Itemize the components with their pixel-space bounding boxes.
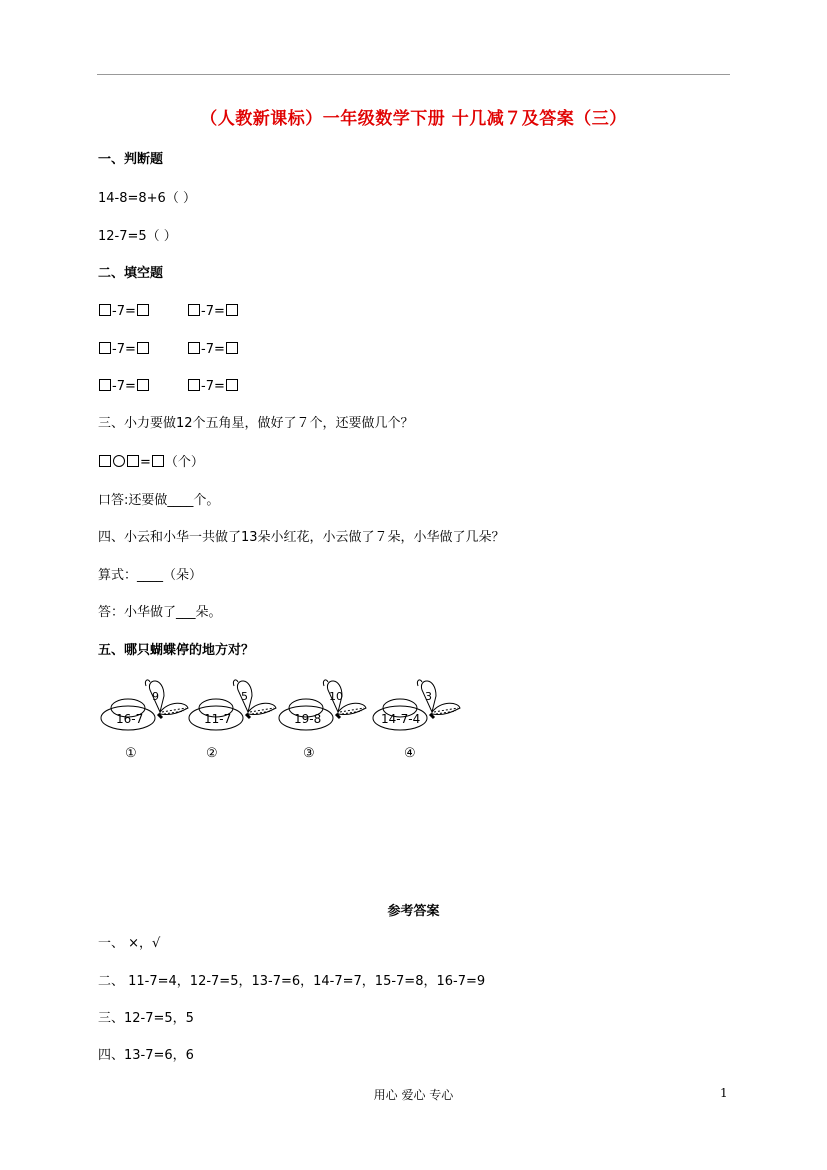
page-number: 1 — [720, 1086, 728, 1100]
blank-box — [127, 455, 139, 467]
page-title: （人教新课标）一年级数学下册 十几减７及答案（三） — [200, 109, 627, 129]
blank-box — [188, 379, 200, 391]
blank-box — [188, 342, 200, 354]
butterfly-label-1: ① — [125, 746, 137, 761]
blank-box — [188, 304, 200, 316]
blank-op: -7= — [201, 304, 225, 319]
answer-4: 四、13-7=6，6 — [98, 1048, 194, 1063]
answer-1: 一、 ×，√ — [98, 936, 161, 951]
flower-expression: 14-7-4 — [381, 712, 421, 726]
butterfly-label-3: ③ — [303, 746, 315, 761]
butterfly-on-flower-3 — [278, 678, 368, 738]
operator-circle — [113, 455, 125, 467]
butterfly-label-2: ② — [206, 746, 218, 761]
answer-2: 二、 11-7=4，12-7=5，13-7=6，14-7=7，15-7=8，16-7=9 — [98, 974, 486, 989]
flower-expression: 19-8 — [294, 712, 322, 726]
blank-op: -7= — [112, 304, 136, 319]
flower-expression: 11-7 — [204, 712, 232, 726]
blank-box — [137, 304, 149, 316]
butterfly-label-4: ④ — [404, 746, 416, 761]
wing-number: 5 — [241, 690, 248, 703]
butterfly-on-flower-2 — [188, 678, 278, 738]
answer-3: 三、12-7=5，5 — [98, 1011, 194, 1026]
equation-unit: （个） — [164, 455, 204, 470]
blank-box — [99, 304, 111, 316]
blank-box — [137, 379, 149, 391]
butterfly-on-flower-4 — [372, 678, 462, 738]
section-4-answer: 答：小华做了___朵。 — [98, 605, 222, 620]
answers-heading: 参考答案 — [387, 904, 440, 919]
blank-op: -7= — [201, 379, 225, 394]
blank-op: -7= — [112, 379, 136, 394]
blank-box — [137, 342, 149, 354]
question-1-2: 12-7=5（ ） — [98, 229, 177, 244]
butterfly-on-flower-1 — [100, 678, 190, 738]
blank-box — [226, 379, 238, 391]
blank-box — [226, 304, 238, 316]
blank-op: -7= — [112, 342, 136, 357]
fill-blank-row-3 — [98, 378, 150, 396]
section-3-equation: = （个） — [98, 454, 204, 472]
flower-expression: 16-7 — [116, 712, 144, 726]
blank-box — [226, 342, 238, 354]
section-3-question: 三、小力要做12个五角星，做好了７个，还要做几个？ — [98, 416, 414, 431]
header-rule — [97, 74, 730, 75]
blank-box — [152, 455, 164, 467]
blank-box — [99, 342, 111, 354]
footer-slogan: 用心 爱心 专心 — [373, 1088, 454, 1102]
section-5-heading: 五、哪只蝴蝶停的地方对？ — [98, 643, 255, 658]
wing-number: 9 — [152, 690, 159, 703]
section-2-heading: 二、填空题 — [98, 266, 164, 281]
section-3-answer: 口答:还要做____个。 — [98, 493, 220, 508]
fill-blank-row-1b — [187, 303, 239, 321]
fill-blank-row-2b — [187, 341, 239, 359]
wing-number: 10 — [329, 690, 343, 703]
section-4-formula: 算式：____（朵） — [98, 568, 203, 583]
blank-box — [99, 455, 111, 467]
section-4-question: 四、小云和小华一共做了13朵小红花，小云做了７朵，小华做了几朵？ — [98, 530, 505, 545]
fill-blank-row-2 — [98, 341, 150, 359]
wing-number: 3 — [425, 690, 432, 703]
question-1-1: 14-8=8+6（ ） — [98, 191, 196, 206]
blank-box — [99, 379, 111, 391]
section-1-heading: 一、判断题 — [98, 152, 164, 167]
blank-op: -7= — [201, 342, 225, 357]
fill-blank-row-3b — [187, 378, 239, 396]
fill-blank-row-1 — [98, 303, 150, 321]
